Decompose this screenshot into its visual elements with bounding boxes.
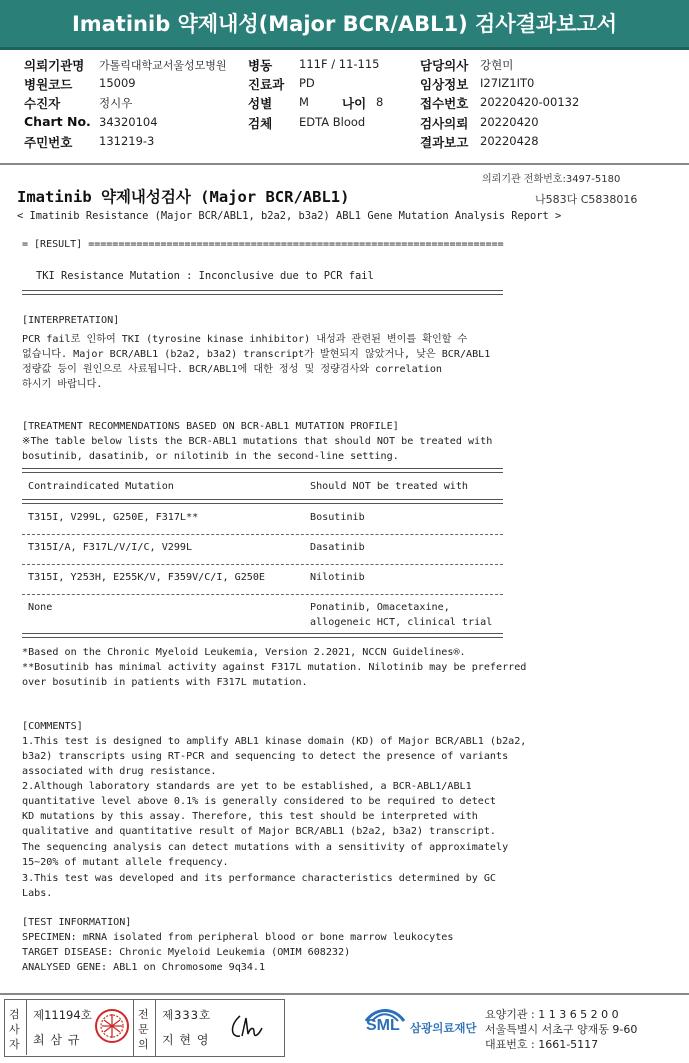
header-label: Chart No. — [24, 114, 91, 129]
interpretation-line: 하시기 바랍니다. — [22, 379, 103, 390]
examiner-name: 최 삼 규 — [33, 1033, 81, 1047]
table-row-divider — [22, 564, 503, 565]
header-value: EDTA Blood — [299, 115, 366, 129]
report-code: 나583다 C5838016 — [535, 193, 638, 206]
header-label: 성별 — [248, 96, 273, 111]
specialist-signature-icon — [226, 1010, 266, 1044]
examiner-label: 자 — [9, 1038, 20, 1051]
header-value: 15009 — [99, 76, 136, 90]
table-cell-drug: Bosutinib — [310, 512, 365, 523]
test-info-header: [TEST INFORMATION] — [22, 917, 132, 928]
header-label: 수진자 — [24, 96, 61, 111]
table-cell-drug: Dasatinib — [310, 542, 365, 553]
header-label: 검사의뢰 — [420, 116, 469, 131]
specialist-label: 전 — [138, 1008, 149, 1021]
examiner-label: 검 — [9, 1008, 20, 1021]
table-cell-mutation: T315I, Y253H, E255K/V, F359V/C/I, G250E — [28, 572, 266, 583]
test-info-line: TARGET DISEASE: Chronic Myeloid Leukemia (OMIM 608232) — [22, 947, 351, 958]
examiner-label: 사 — [9, 1023, 20, 1036]
header-value: I27IZ1IT0 — [480, 76, 535, 90]
test-info-line: ANALYSED GENE: ABL1 on Chromosome 9q34.1 — [22, 962, 266, 973]
comment-line: 2.Although laboratory standards are yet to be established, a BCR-ABL1/ABL1 — [22, 781, 472, 792]
comments-header: [COMMENTS] — [22, 721, 83, 732]
header-label: 결과보고 — [420, 135, 469, 150]
header-value: 정시우 — [99, 96, 133, 110]
header-value: 20220420 — [480, 115, 539, 129]
table-cell-mutation: None — [28, 602, 53, 613]
org-name: 삼광의료재단 — [410, 1021, 477, 1035]
header-label: 접수번호 — [420, 96, 469, 111]
examiner-seal-icon — [94, 1006, 130, 1046]
examiner-license: 제11194호 — [33, 1008, 92, 1022]
comment-line: 1.This test is designed to amplify ABL1 kinase domain (KD) of Major BCR/ABL1 (b2a2, — [22, 736, 527, 747]
specialist-label: 문 — [138, 1023, 149, 1036]
header-label: 진료과 — [248, 77, 285, 92]
header-value: 8 — [376, 95, 384, 109]
footnote-line: **Bosutinib has minimal activity against F317L mutation. Nilotinib may be preferred — [22, 662, 527, 673]
table-row-divider — [22, 594, 503, 595]
comment-line: 3.This test was developed and its performance characteristics determined by GC — [22, 873, 497, 884]
result-divider — [22, 290, 503, 295]
header-label: 검체 — [248, 116, 273, 131]
header-label: 나이 — [342, 96, 367, 111]
table-row-divider — [22, 534, 503, 535]
specialist-license: 제333호 — [162, 1008, 212, 1022]
header-value: 34320104 — [99, 115, 158, 129]
header-label: 주민번호 — [24, 135, 73, 150]
treatment-header: [TREATMENT RECOMMENDATIONS BASED ON BCR-ABL1 MUTATION PROFILE] — [22, 421, 399, 432]
header-label: 의뢰기관명 — [24, 58, 85, 73]
result-header: = [RESULT] ===================================================================== — [22, 239, 504, 250]
comment-line: 15~20% of mutant allele frequency. — [22, 857, 229, 868]
interpretation-line: PCR fail로 인하여 TKI (tyrosine kinase inhibitor) 내성과 관련된 변이를 확인할 수 — [22, 334, 468, 345]
table-header-border — [22, 499, 503, 504]
report-title: Imatinib 약제내성검사 (Major BCR/ABL1) — [17, 188, 350, 206]
table-cell-mutation: T315I, V299L, G250E, F317L** — [28, 512, 199, 523]
report-subtitle: < Imatinib Resistance (Major BCR/ABL1, b2a2, b3a2) ABL1 Gene Mutation Analysis Report > — [17, 210, 562, 222]
header-value: M — [299, 95, 309, 109]
comment-line: b3a2) transcripts using RT-PCR and sequencing to detect the presence of variants — [22, 751, 509, 762]
table-cell-drug: Ponatinib, Omacetaxine, — [310, 602, 450, 613]
table-top-border — [22, 468, 503, 473]
interpretation-line: 없습니다. Major BCR/ABL1 (b2a2, b3a2) transcript가 발현되지 않았거나, 낮은 BCR/ABL1 — [22, 349, 491, 360]
table-header-cell: Contraindicated Mutation — [28, 481, 174, 492]
specialist-label: 의 — [138, 1038, 149, 1051]
org-line: 서울특별시 서초구 양재동 9-60 — [485, 1023, 638, 1036]
treatment-note-line: bosutinib, dasatinib, or nilotinib in the second-line setting. — [22, 451, 399, 462]
comment-line: qualitative and quantitative result of Major BCR/ABL1 (b2a2, b3a2) transcript. — [22, 826, 497, 837]
header-value: 131219-3 — [99, 134, 155, 148]
org-line: 요양기관 : 1 1 3 6 5 2 0 0 — [485, 1008, 619, 1021]
test-info-line: SPECIMEN: mRNA isolated from peripheral blood or bone marrow leukocytes — [22, 932, 454, 943]
header-value: PD — [299, 76, 315, 90]
header-value: 강현미 — [480, 58, 514, 72]
header-value: 20220428 — [480, 134, 539, 148]
header-value: 111F / 11-115 — [299, 57, 380, 71]
interpretation-line: 정량값 등이 원인으로 사료됩니다. BCR/ABL1에 대한 정성 및 정량검사와 correlation — [22, 364, 442, 375]
header-label: 임상정보 — [420, 77, 469, 92]
specialist-name: 지 현 영 — [162, 1033, 210, 1047]
result-text: TKI Resistance Mutation : Inconclusive due to PCR fail — [36, 270, 374, 282]
header-label: 병동 — [248, 58, 273, 73]
header-label: 담당의사 — [420, 58, 469, 73]
interpretation-header: [INTERPRETATION] — [22, 315, 120, 326]
table-cell-drug: Nilotinib — [310, 572, 365, 583]
org-line: 대표번호 : 1661-5117 — [485, 1038, 599, 1051]
footer-divider — [0, 993, 689, 995]
header-value: 20220420-00132 — [480, 95, 580, 109]
comment-line: Labs. — [22, 888, 53, 899]
phone-line: 의뢰기관 전화번호:3497-5180 — [482, 174, 621, 185]
table-cell-mutation: T315I/A, F317L/V/I/C, V299L — [28, 542, 193, 553]
table-header-cell: Should NOT be treated with — [310, 481, 469, 492]
report-main-title: Imatinib 약제내성(Major BCR/ABL1) 검사결과보고서 — [71, 12, 618, 36]
table-bottom-border — [22, 633, 503, 638]
comment-line: The sequencing analysis can detect mutations with a sensitivity of approximately — [22, 842, 509, 853]
org-logo-text: SML — [366, 1017, 400, 1034]
footnote-line: *Based on the Chronic Myeloid Leukemia, Version 2.2021, NCCN Guidelines®. — [22, 647, 466, 658]
comment-line: associated with drug resistance. — [22, 766, 217, 777]
footnote-line: over bosutinib in patients with F317L mutation. — [22, 677, 308, 688]
header-divider — [0, 163, 689, 165]
header-label: 병원코드 — [24, 77, 73, 92]
comment-line: quantitative level above 0.1% is generally considered to be required to detect — [22, 796, 497, 807]
header-value: 가톨릭대학교서울성모병원 — [99, 59, 227, 72]
table-cell-drug: allogeneic HCT, clinical trial — [310, 617, 493, 628]
comment-line: KD mutations by this assay. Therefore, this test should be interpreted with — [22, 811, 478, 822]
treatment-note-line: ※The table below lists the BCR-ABL1 mutations that should NOT be treated with — [22, 436, 493, 447]
